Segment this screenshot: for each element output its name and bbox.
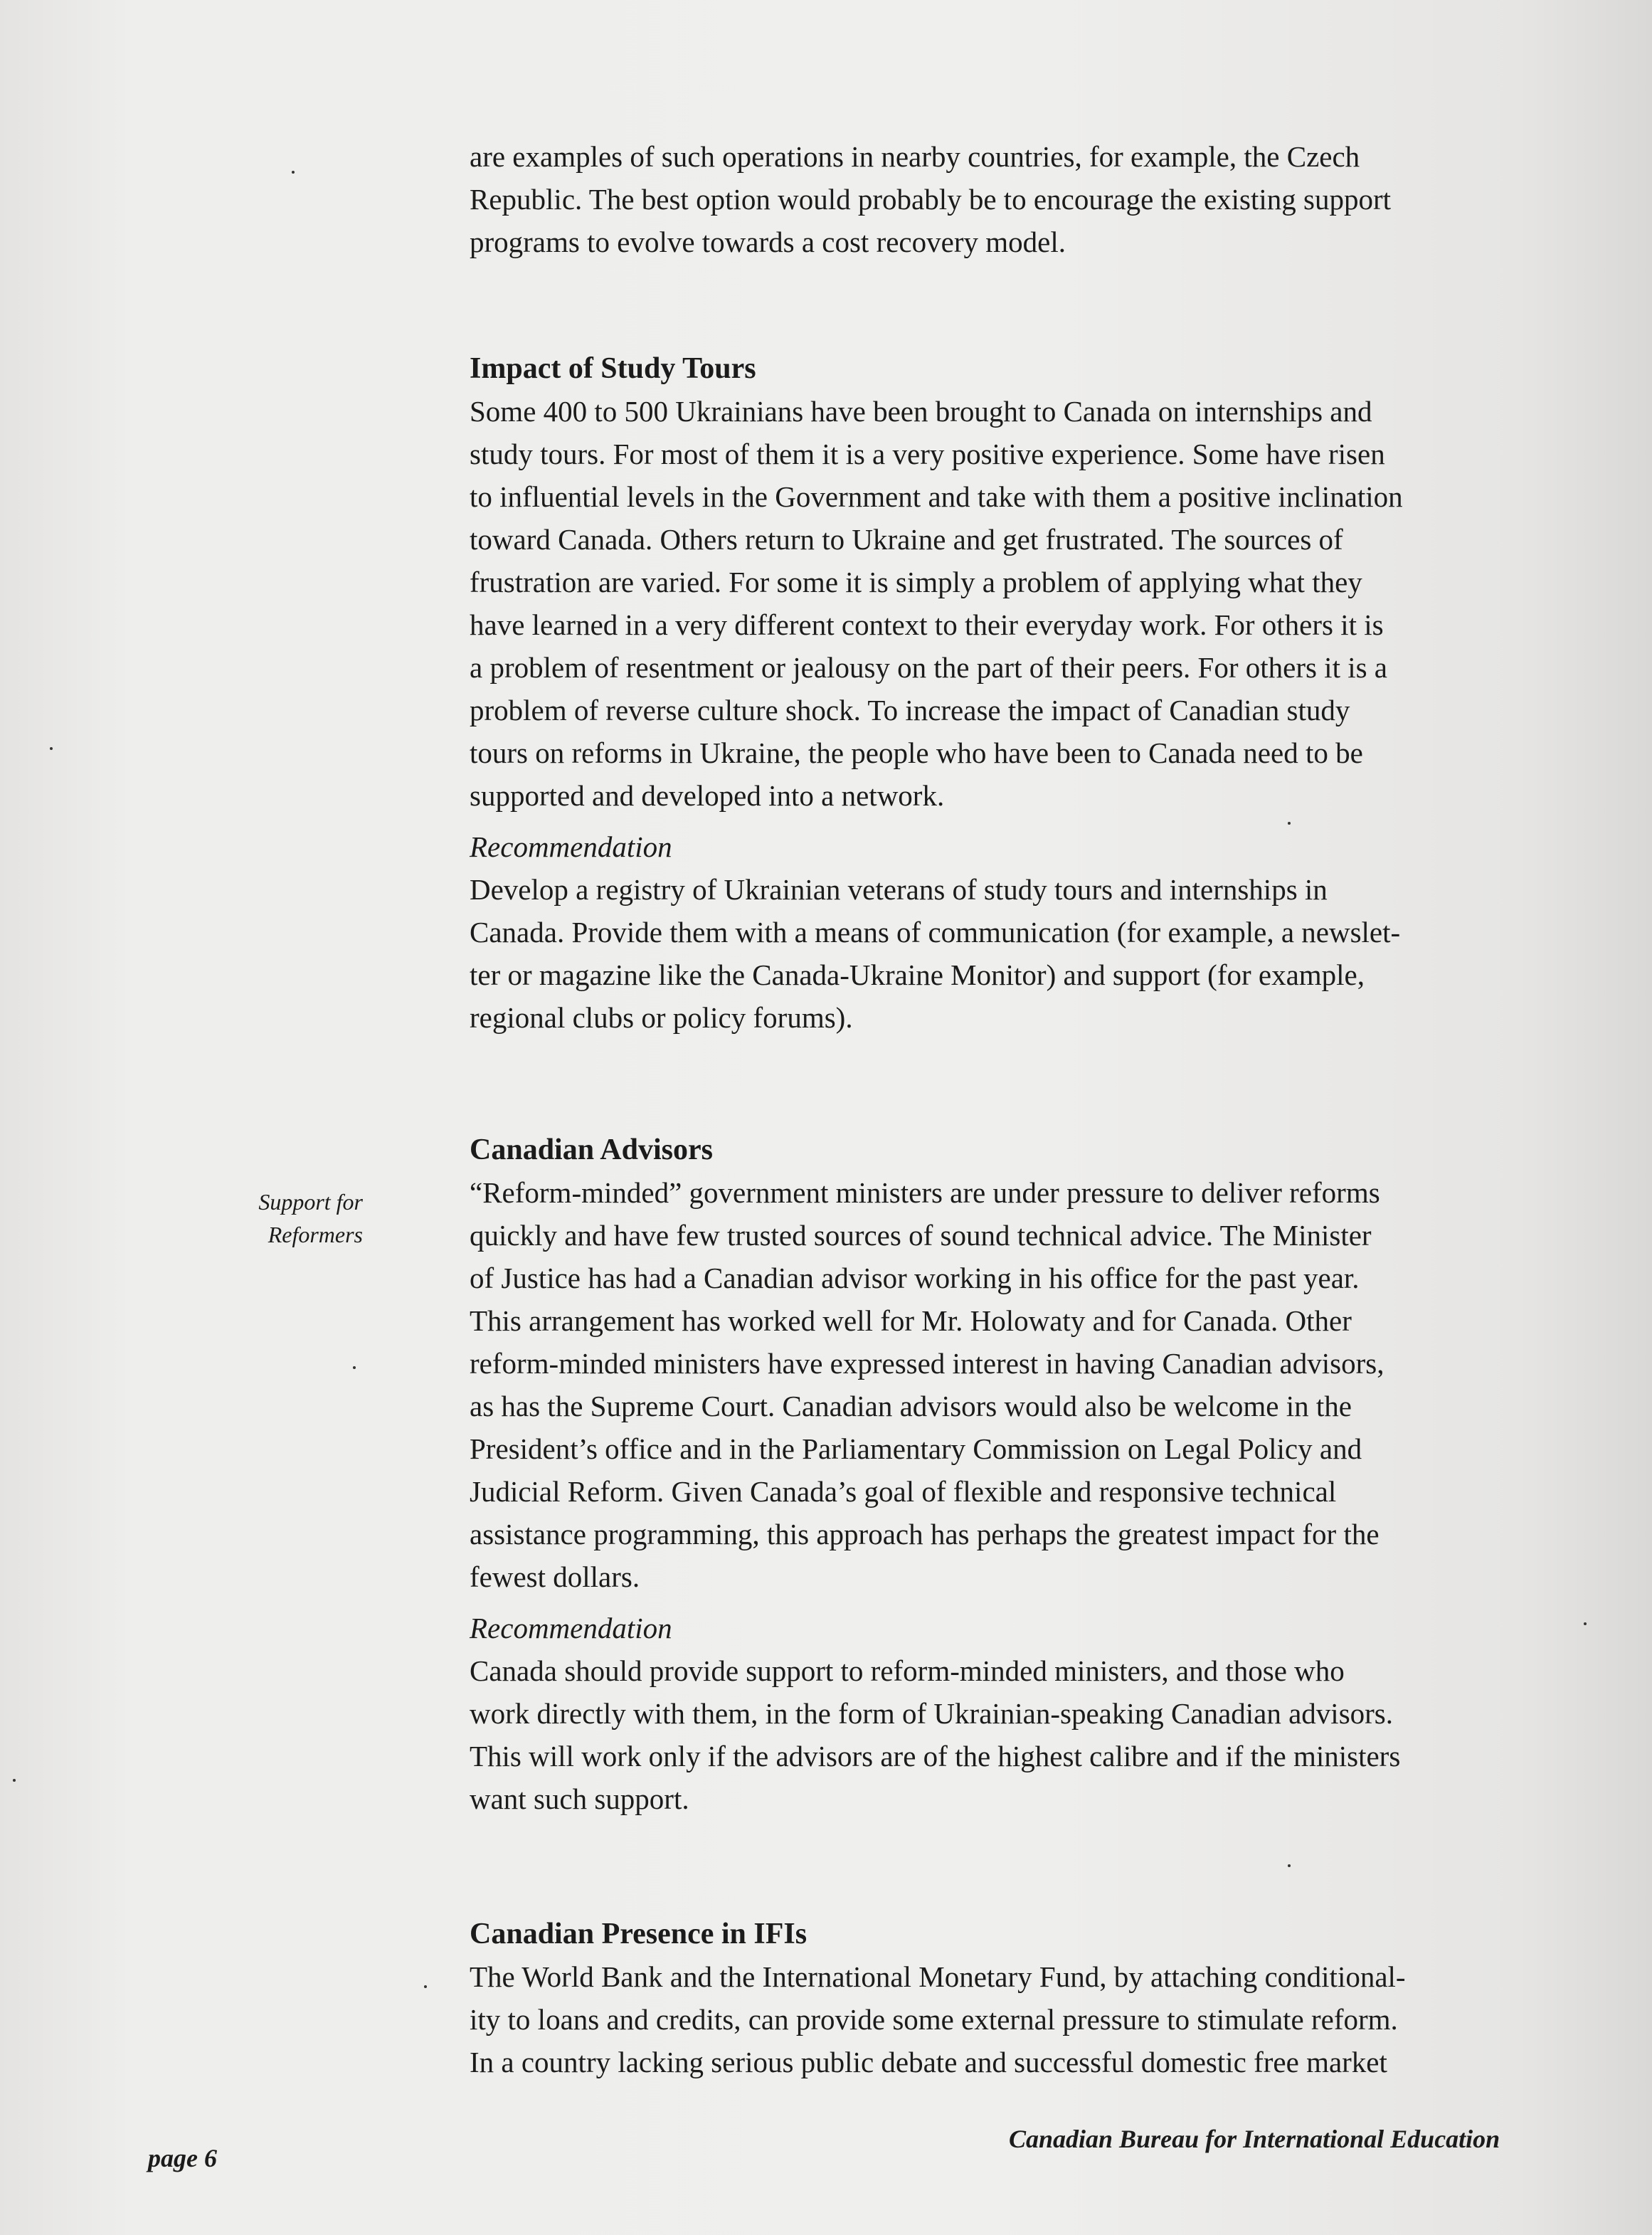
text-line: ter or magazine like the Canada-Ukraine Monitor) and support (for example, xyxy=(470,958,1365,991)
text-line: Judicial Reform. Given Canada’s goal of flexible and responsive technical xyxy=(470,1475,1337,1508)
page-number: page 6 xyxy=(148,2144,217,2172)
text-line: problem of reverse culture shock. To increase the impact of Canadian study xyxy=(470,694,1350,726)
section-ifis xyxy=(470,1913,1544,2083)
text-line: want such support. xyxy=(470,1782,689,1815)
recommendation-label: Recommendation xyxy=(470,1612,672,1644)
scan-speck xyxy=(424,1985,427,1988)
margin-note-line: Support for xyxy=(258,1189,363,1215)
intro-paragraph xyxy=(470,135,1544,263)
scan-speck xyxy=(13,1779,16,1782)
text-line: have learned in a very different context to their everyday work. For others it is xyxy=(470,608,1384,641)
text-line: work directly with them, in the form of Ukrainian-speaking Canadian advisors. xyxy=(470,1697,1394,1730)
text-line: of Justice has had a Canadian advisor working in his office for the past year. xyxy=(470,1262,1360,1294)
text-line: reform-minded ministers have expressed interest in having Canadian advisors, xyxy=(470,1347,1384,1380)
text-line: frustration are varied. For some it is simply a problem of applying what they xyxy=(470,566,1362,598)
text-line: Some 400 to 500 Ukrainians have been brought to Canada on internships and xyxy=(470,395,1372,428)
margin-note xyxy=(221,1185,363,1251)
section-canadian-advisors xyxy=(470,1129,1544,1820)
text-line: tours on reforms in Ukraine, the people who have been to Canada need to be xyxy=(470,736,1363,769)
margin-note-line: Reformers xyxy=(268,1222,363,1247)
text-line: President’s office and in the Parliamentary Commission on Legal Policy and xyxy=(470,1432,1362,1465)
text-line: quickly and have few trusted sources of sound technical advice. The Minister xyxy=(470,1219,1372,1252)
section-heading: Impact of Study Tours xyxy=(470,352,756,385)
text-line: In a country lacking serious public debate and successful domestic free market xyxy=(470,2046,1387,2078)
section-heading: Canadian Presence in IFIs xyxy=(470,1918,808,1950)
scan-speck xyxy=(1288,822,1291,825)
text-line: fewest dollars. xyxy=(470,1560,640,1593)
text-line: programs to evolve towards a cost recovery model. xyxy=(470,226,1066,258)
text-line: Canada. Provide them with a means of communication (for example, a newslet- xyxy=(470,916,1401,949)
scan-speck xyxy=(353,1366,356,1369)
scan-speck xyxy=(50,747,53,750)
scan-speck xyxy=(1288,1864,1291,1867)
text-line: “Reform-minded” government ministers are under pressure to deliver reforms xyxy=(470,1176,1380,1209)
text-line: a problem of resentment or jealousy on the part of their peers. For others it is a xyxy=(470,651,1387,684)
text-line: to influential levels in the Government and take with them a positive inclination xyxy=(470,480,1403,513)
recommendation-label: Recommendation xyxy=(470,830,672,863)
text-line: Republic. The best option would probably be to encourage the existing support xyxy=(470,183,1392,216)
section-study-tours xyxy=(470,347,1544,1039)
scan-speck xyxy=(292,171,295,174)
text-line: toward Canada. Others return to Ukraine and get frustrated. The sources of xyxy=(470,523,1343,556)
text-line: ity to loans and credits, can provide some external pressure to stimulate reform. xyxy=(470,2003,1398,2036)
text-line: Canada should provide support to reform-minded ministers, and those who xyxy=(470,1654,1345,1687)
text-line: regional clubs or policy forums). xyxy=(470,1001,853,1034)
text-line: The World Bank and the International Monetary Fund, by attaching conditional- xyxy=(470,1960,1406,1993)
text-line: study tours. For most of them it is a very positive experience. Some have risen xyxy=(470,438,1385,470)
text-line: as has the Supreme Court. Canadian advisors would also be welcome in the xyxy=(470,1390,1352,1422)
footer-organization: Canadian Bureau for International Education xyxy=(1009,2125,1500,2153)
text-line: Develop a registry of Ukrainian veterans of study tours and internships in xyxy=(470,873,1328,906)
text-line: This will work only if the advisors are of the highest calibre and if the ministers xyxy=(470,1740,1401,1772)
text-line: assistance programming, this approach has perhaps the greatest impact for the xyxy=(470,1518,1380,1550)
scan-speck xyxy=(1584,1622,1587,1625)
text-line: This arrangement has worked well for Mr. Holowaty and for Canada. Other xyxy=(470,1304,1352,1337)
text-line: are examples of such operations in nearby countries, for example, the Czech xyxy=(470,140,1360,173)
section-heading: Canadian Advisors xyxy=(470,1134,713,1166)
text-line: supported and developed into a network. xyxy=(470,779,945,812)
